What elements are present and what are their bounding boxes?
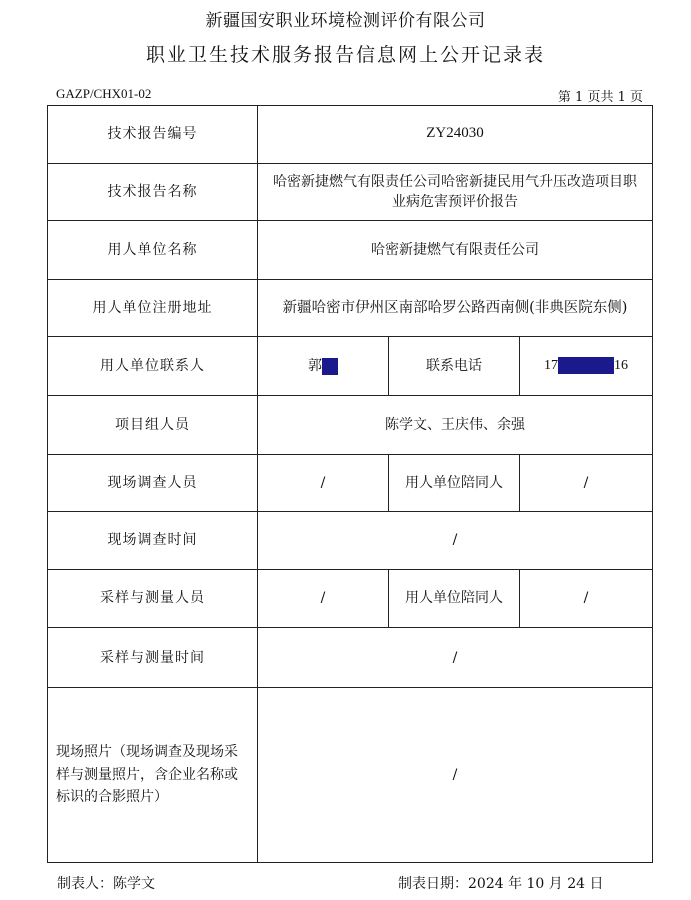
table-row: [48, 628, 653, 688]
team-label: 项目组人员: [48, 396, 258, 455]
page-number: 第 1 页共 1 页: [557, 90, 643, 105]
report-name-value: 哈密新捷燃气有限责任公司哈密新捷民用气升压改造项目职业病危害预评价报告: [258, 163, 653, 221]
phone-visible-suffix: 16: [614, 358, 628, 374]
sampling-companion-value: /: [520, 569, 653, 628]
employer-address-label: 用人单位注册地址: [48, 279, 258, 337]
phone-label: 联系电话: [389, 337, 520, 396]
redaction-mark: [558, 357, 614, 374]
form-date: 制表日期：2024 年 10 月 24 日: [398, 876, 604, 892]
company-name: 新疆国安职业环境检测评价有限公司: [205, 11, 486, 31]
employer-name-label: 用人单位名称: [48, 221, 258, 280]
survey-companion-value: /: [520, 454, 653, 512]
table-row: [48, 279, 653, 337]
photos-label: 现场照片（现场调查及现场采样与测量照片，含企业名称或标识的合影照片）: [48, 688, 258, 863]
sampling-staff-value: /: [258, 569, 389, 628]
table-row: [48, 569, 653, 628]
sampling-time-label: 采样与测量时间: [48, 628, 258, 688]
redaction-mark: [322, 358, 338, 375]
team-value: 陈学文、王庆伟、余强: [258, 396, 653, 455]
survey-staff-value: /: [258, 454, 389, 512]
form-title: 职业卫生技术服务报告信息网上公开记录表: [145, 44, 545, 66]
employer-address-value: 新疆哈密市伊州区南部哈罗公路西南侧(非典医院东侧): [258, 279, 653, 337]
table-row: [48, 396, 653, 455]
survey-staff-label: 现场调查人员: [48, 454, 258, 512]
survey-companion-label: 用人单位陪同人: [389, 454, 520, 512]
phone-visible-prefix: 17: [544, 358, 558, 374]
report-number-value: ZY24030: [258, 106, 653, 164]
report-number-label: 技术报告编号: [48, 106, 258, 164]
photos-value: /: [258, 688, 653, 863]
sampling-staff-label: 采样与测量人员: [48, 569, 258, 628]
survey-time-value: /: [258, 512, 653, 570]
contact-name-cell: [258, 337, 389, 396]
employer-name-value: 哈密新捷燃气有限责任公司: [258, 221, 653, 280]
sampling-time-value: /: [258, 628, 653, 688]
table-row: [48, 106, 653, 164]
phone-value-cell: [520, 337, 653, 396]
table-row: [48, 512, 653, 570]
report-name-label: 技术报告名称: [48, 163, 258, 221]
record-table: [47, 105, 653, 863]
table-row: [48, 337, 653, 396]
table-row: [48, 221, 653, 280]
table-row: [48, 163, 653, 221]
table-row: [48, 454, 653, 512]
contact-label: 用人单位联系人: [48, 337, 258, 396]
table-row: [48, 688, 653, 863]
survey-time-label: 现场调查时间: [48, 512, 258, 570]
document-number: GAZP/CHX01-02: [56, 86, 152, 101]
form-maker: 制表人：陈学文: [57, 876, 155, 892]
contact-name-visible: 郭: [308, 358, 322, 375]
sampling-companion-label: 用人单位陪同人: [389, 569, 520, 628]
